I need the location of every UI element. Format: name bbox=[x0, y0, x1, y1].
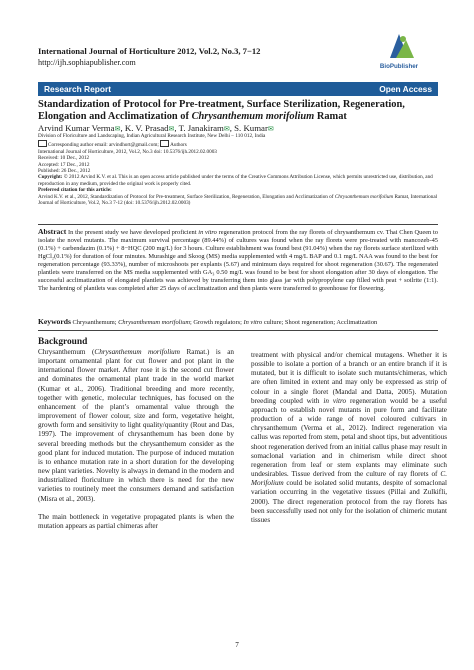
research-report-label: Research Report bbox=[44, 83, 112, 94]
keywords: Keywords Chrysanthemum; Chrysanthemum morifolium; Growth regulators; In vitro culture; Shoot regeneration; Acclimatization bbox=[38, 317, 378, 326]
right-column bbox=[251, 351, 447, 525]
divider bbox=[38, 330, 438, 331]
author-2: , K. V. Prasad bbox=[120, 123, 169, 133]
abstract: Abstract In the present study we have developed proficient in vitro regeneration protocol from the ray florets of chrysanthemum cv. Thai Chen Queen to isolate the novel mutants. The maximum survival percentage (89.44%) of cultures was found when the ray florets were pre-treated with mancozeb-45 (0.1%) + carbendazim (0.1%) + 8−HQC (200 mg/L) for 3 hours. Culture establishment was found best (91.04%) when the ray florets surface sterilized with HgCl₂(0.1%) for duration of four minutes. Murashige and Skoog (MS) media supplemented with 4 mg/L BAP and 0.1 mg/L NAA was found to the best for regeneration percentage (93.33%), number of microshoots per explants (5.67) and minimum days required for shoot regeneration (30.67). The regenerated plantlets were transferred on the MS media supplemented with GA₃ 0.50 mg/L was found to be best for shoot elongation after 30 days of elongation. The successful acclimatization of elongated plantlets was achieved by transferring them into glass jar with polypropylene cap filled with peat + soilrite (1:1). The hardening of plantlets was completed after 25 days of acclimatization and then plants were transferred to greenhouse for flowering. bbox=[38, 227, 438, 293]
article-title bbox=[38, 99, 438, 122]
envelope-icon bbox=[38, 140, 47, 147]
title-species: Chrysanthemum morifolium bbox=[191, 110, 315, 122]
author-mark-icon: ✉ bbox=[168, 125, 175, 133]
title-prefix: Standardization of Protocol for Pre-treatment, Surface Sterilization, Regeneration, Elongation and Acclimatization of bbox=[38, 99, 405, 122]
preferred-citation-label: Preferred citation for this article: bbox=[38, 187, 112, 194]
envelope-icon bbox=[160, 140, 169, 147]
article-metadata bbox=[38, 133, 438, 206]
journal-doi: International Journal of Horticulture, 2012, Vol.2, No.3 doi: 10.5376/ijh.2012.02.0003 bbox=[38, 148, 217, 155]
background-heading: Background bbox=[38, 337, 88, 347]
preferred-citation: Arvind K.V. et al., 2012, Standardization of Protocol for Pre-treatment, Surface Sterilization, Regeneration, Elongation and Acclimatization of Chrysanthemum morifolium Ramat, International Journal of Horticulture, Vol.2, No.3 7-12 (doi: 10.5376/ijh.2012.02.0003) bbox=[38, 193, 438, 207]
biopublisher-logo bbox=[360, 30, 438, 74]
author-3: , T. Janakiram bbox=[174, 123, 224, 133]
title-suffix: Ramat bbox=[314, 110, 347, 122]
affiliation: Division of Floriculture and Landscaping, Indian Agricultural Research Institute, New Delhi − 110 012, India bbox=[38, 133, 266, 139]
corresponding-mark-icon: ✉ bbox=[114, 125, 121, 133]
left-column bbox=[38, 337, 234, 531]
accepted-date: Accepted: 17 Dec., 2012 bbox=[38, 161, 90, 168]
page-number: 7 bbox=[235, 641, 239, 649]
background-paragraph-1: Chrysanthemum (Chrysanthemum morifolium Ramat.) is an important ornamental plant for cut flower and pot plant in the international flower market. After rose it is the second cut flower and dominates the ornamental plant trade in the world market (Kumar et al., 2006). Traditional breeding and more recently, together with genetic, molecular techniques, has focused on the enhancement of the plant’s ornamental value through the improvement of flower colour, size and form, vegetative height, growth form and sensitivity to light quality/quantity (Rout and Das, 1997). The improvement of chrysanthemum has been done by several breeding methods but the chrysanthemum consider as the good plant for induced mutation. The purpose of induced mutation is to enhance mutation rate in a short duration for the developing new plant varieties. Novelty is always in demand in the modern and industrialized floriculture in which there is need for the new varieties to routinely meet the consumers demand and satisfaction (Misra et al., 2003). bbox=[38, 348, 234, 503]
copyright: Copyright: © 2012 Arvind K.V. et al. This is an open access article published under the terms of the Creative Commons Attribution License, which permits unrestricted use, distribution, and reproduction in any medium, provided the original work is properly cited. bbox=[38, 174, 433, 187]
logo-mark-icon bbox=[360, 30, 438, 64]
abstract-label: Abstract bbox=[38, 227, 67, 236]
open-access-label: Open Access bbox=[379, 83, 432, 94]
author-mark-icon: ✉ bbox=[267, 125, 274, 133]
background-paragraph-3: treatment with physical and/or chemical mutagens. Whether it is possible to isolate a portion of a branch or an entire branch if it is mutated, but it is difficult to isolate such mutants/chimeras, which are often limited in extent and may only be expressed as strip of colour in a single floret (Mandal and Datta, 2005). Mutation breeding coupled with in vitro regeneration would be a useful approach to establish novel mutants in pure form and facilitate production of a wide range of novel coloured cultivars in chrysanthemum (Verma et al., 2012). Indirect regeneration via callus was reported from stem, petal and shoot tips, but adventitious shoot regeneration derived from an initial callus phase may result in somaclonal variation and in chimerism while direct shoot regeneration from leaf or stem explants may eliminate such undesirables. Tissue derived from the culture of ray florets of C. Morifolium could be isolated solid mutants, despite of somaclonal variation occurring in the vegetative tissues (Pillai and Zulkifli, 2000). The direct regeneration protocol from the ray florets has been successfully used not only for the isolation of chimeric mutant tissues bbox=[251, 351, 447, 524]
corresponding-line: Corresponding author email: arvindhort@gmail.com; Authors bbox=[38, 139, 438, 148]
divider bbox=[38, 224, 438, 225]
journal-citation: International Journal of Horticulture 2012, Vol.2, No.3, 7−12 bbox=[38, 46, 261, 56]
author-1: Arvind Kumar Verma bbox=[38, 123, 115, 133]
author-mark-icon: ✉ bbox=[223, 125, 230, 133]
journal-url[interactable]: http://ijh.sophiapublisher.com bbox=[38, 58, 136, 67]
logo-text: BioPublisher bbox=[379, 63, 419, 70]
article-type-bar bbox=[38, 82, 438, 96]
published-date: Published: 26 Dec., 2012 bbox=[38, 168, 91, 175]
received-date: Received: 10 Dec., 2012 bbox=[38, 155, 90, 162]
author-4: , S. Kumar bbox=[229, 123, 268, 133]
keywords-label: Keywords bbox=[38, 317, 71, 326]
journal-header bbox=[38, 46, 358, 68]
background-paragraph-2: The main bottleneck in vegetative propagated plants is when the mutation appears as partial chimeras after bbox=[38, 512, 234, 530]
